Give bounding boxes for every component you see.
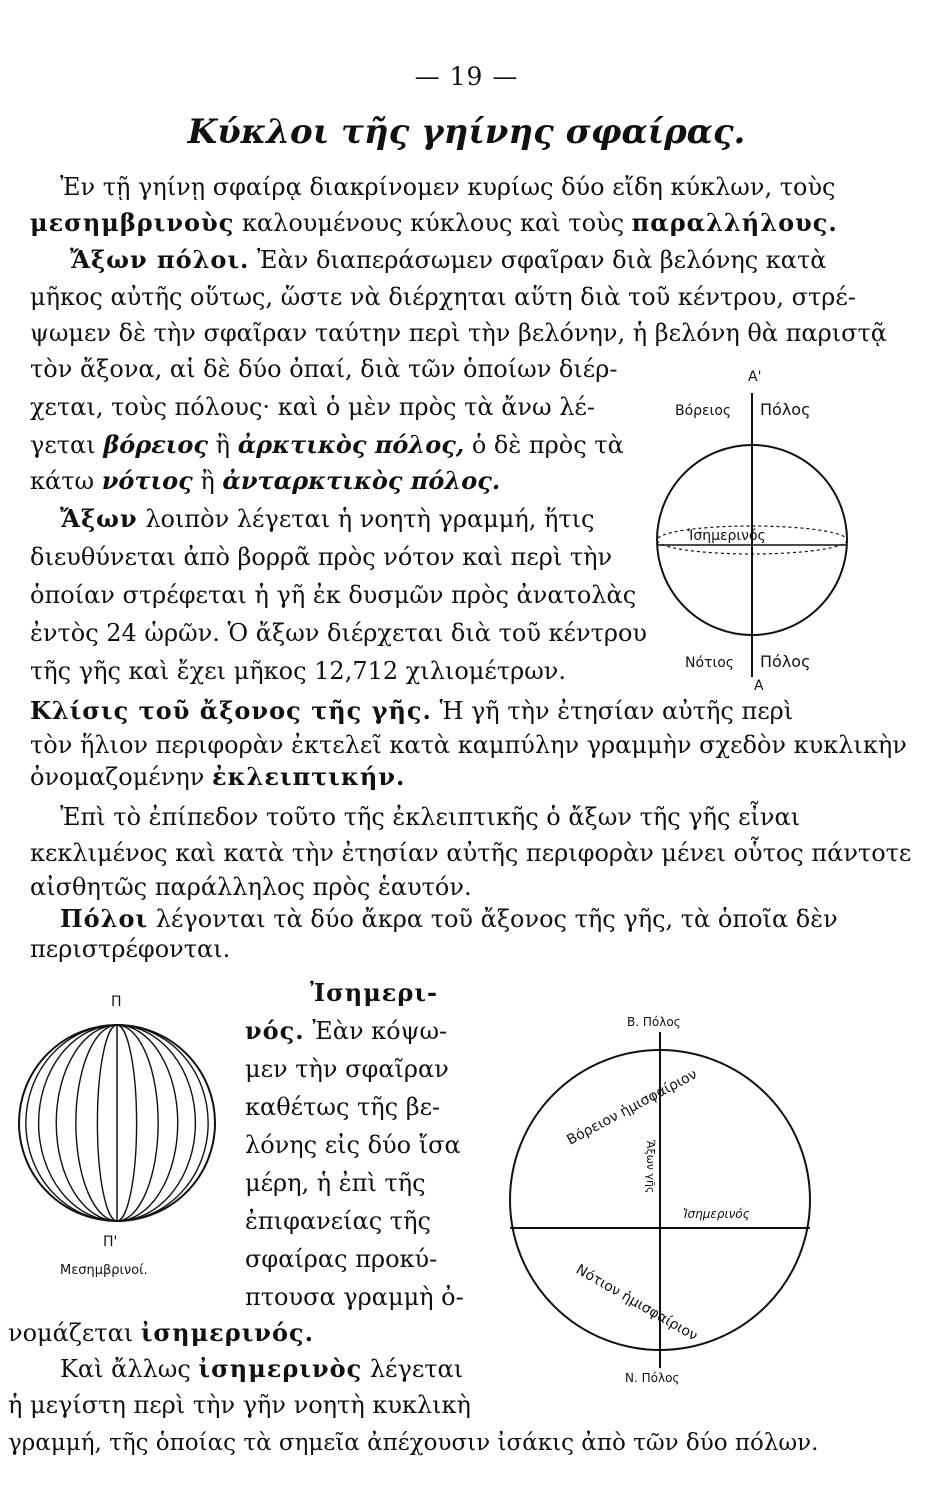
figure-meridians: [15, 990, 230, 1285]
paragraph-text: ἢ: [192, 467, 223, 495]
paragraph-line: [60, 504, 594, 534]
term-meridians: μεσημβρινοὺς: [30, 208, 235, 237]
paragraph-text: ὁ δὲ πρὸς τὰ: [464, 431, 624, 459]
paragraph-text: λέγεται: [362, 1355, 464, 1383]
paragraph-text: λέγονται τὰ δύο ἄκρα τοῦ ἄξονος τῆς γῆς, τὰ ὁποῖα δὲν: [148, 905, 838, 933]
paragraph-line: μέρη, ἡ ἐπὶ τῆς: [245, 1169, 426, 1197]
paragraph-line: καθέτως τῆς βε-: [245, 1093, 441, 1121]
label-north-pole: Β. Πόλος: [627, 1015, 681, 1029]
label-north-b: Πόλος: [760, 400, 811, 419]
paragraph-line: [30, 466, 500, 496]
term-arctic-pole: ἀρκτικὸς πόλος,: [237, 430, 465, 459]
figure-caption: Μεσημβρινοί.: [60, 1263, 148, 1278]
paragraph-line: [30, 208, 838, 238]
figure-hemispheres: [495, 1010, 775, 1385]
paragraph-line: αἰσθητῶς παράλληλος πρὸς ἑαυτόν.: [30, 873, 472, 901]
paragraph-text: Ἡ γῆ τὴν ἐτησίαν αὐτῆς περὶ: [431, 697, 794, 725]
heading-axis: Ἄξων: [60, 504, 138, 533]
term-parallels: παραλλήλους.: [631, 208, 838, 237]
paragraph-line: Ἐν τῇ γηίνῃ σφαίρᾳ διακρίνομεν κυρίως δύο εἴδη κύκλων, τοὺς: [60, 173, 836, 201]
paragraph-text: ἢ: [208, 431, 238, 459]
paragraph-text: ὀνομαζομένην: [30, 763, 212, 791]
paragraph-line: [30, 762, 405, 792]
label-south-a: Νότιος: [685, 655, 734, 671]
label-equator: Ἰσημερινός: [688, 528, 766, 544]
paragraph-text: νομάζεται: [8, 1319, 141, 1347]
label-south-b: Πόλος: [760, 652, 811, 671]
label-pole-bottom: Π': [103, 1234, 118, 1250]
paragraph-line: τὸν ἄξονα, αἱ δὲ δύο ὀπαί, διὰ τῶν ὁποίων διέρ-: [30, 355, 618, 383]
paragraph-line: [60, 1354, 463, 1384]
paragraph-line: σφαίρας προκύ-: [245, 1245, 438, 1273]
heading-axis-tilt: Κλίσις τοῦ ἄξονος τῆς γῆς.: [30, 696, 432, 725]
heading-equator-cont: νός.: [245, 1016, 305, 1045]
paragraph-line: Ἐπὶ τὸ ἐπίπεδον τοῦτο τῆς ἐκλειπτικῆς ὁ ἄξων τῆς γῆς εἶναι: [60, 803, 801, 831]
paragraph-line: [310, 978, 438, 1008]
paragraph-line: ψωμεν δὲ τὴν σφαῖραν ταύτην περὶ τὴν βελόνην, ἡ βελόνη θὰ παριστᾷ: [30, 319, 888, 347]
section-title: Κύκλοι τῆς γηίνης σφαίρας.: [187, 112, 746, 152]
paragraph-line: [60, 904, 838, 934]
paragraph-line: χεται, τοὺς πόλους· καὶ ὁ μὲν πρὸς τὰ ἄνω λέ-: [30, 393, 595, 421]
paragraph-text: καλουμένους κύκλους καὶ τοὺς: [234, 209, 632, 237]
term-equator: ἰσημερινός.: [140, 1318, 314, 1347]
paragraph-text: Καὶ ἄλλως: [60, 1355, 199, 1383]
paragraph-line: [245, 1016, 447, 1046]
label-axis: Ἄξων γῆς: [644, 1140, 657, 1194]
heading-equator: Ἰσημερι-: [310, 978, 438, 1007]
paragraph-line: [70, 245, 826, 275]
paragraph-line: [30, 430, 624, 460]
heading-poles: Πόλοι: [60, 904, 149, 933]
paragraph-text: κάτω: [30, 467, 102, 495]
figure-globe-axis: [640, 365, 900, 700]
page-number: — 19 —: [414, 62, 519, 91]
paragraph-line: πτουσα γραμμὴ ὀ-: [245, 1283, 464, 1311]
paragraph-line: [30, 696, 793, 726]
label-north-a: Βόρειος: [675, 403, 732, 419]
paragraph-line: μῆκος αὐτῆς οὕτως, ὥστε νὰ διέρχηται αὕτη διὰ τοῦ κέντρου, στρέ-: [30, 283, 856, 311]
paragraph-line: περιστρέφονται.: [30, 935, 231, 963]
label-pole-top: Π: [111, 994, 122, 1010]
paragraph-line: μεν τὴν σφαῖραν: [245, 1055, 449, 1083]
label-equator: Ἰσημερινός: [683, 1207, 750, 1221]
paragraph-line: λόνης εἰς δύο ἴσα: [245, 1131, 461, 1159]
label-bottom-mark: Α: [754, 678, 764, 694]
paragraph-text: Ἐὰν διαπεράσωμεν σφαῖραν διὰ βελόνης κατὰ: [249, 246, 827, 274]
paragraph-text: Ἐὰν κόψω-: [304, 1017, 448, 1045]
term-northern: βόρειος: [103, 430, 209, 459]
label-southern-hemisphere: Νότιον ἡμισφαίριον: [573, 1261, 701, 1345]
label-top-mark: Α': [748, 369, 762, 385]
heading-axis-poles: Ἄξων πόλοι.: [70, 245, 250, 274]
term-southern: νότιος: [101, 466, 193, 495]
paragraph-line: διευθύνεται ἀπὸ βορρᾶ πρὸς νότον καὶ περὶ τὴν: [30, 543, 613, 571]
paragraph-line: γραμμή, τῆς ὁποίας τὰ σημεῖα ἀπέχουσιν ἰσάκις ἀπὸ τῶν δύο πόλων.: [8, 1430, 819, 1456]
paragraph-line: ἡ μεγίστη περὶ τὴν γῆν νοητὴ κυκλικὴ: [8, 1391, 471, 1419]
term-ecliptic: ἐκλειπτικήν.: [211, 762, 406, 791]
label-south-pole: Ν. Πόλος: [625, 1371, 680, 1385]
term-equator-2: ἰσημερινὸς: [198, 1354, 363, 1383]
label-northern-hemisphere: Βόρειον ἡμισφαίριον: [564, 1066, 700, 1149]
paragraph-line: ἐπιφανείας τῆς: [245, 1207, 431, 1235]
paragraph-text: γεται: [30, 431, 104, 459]
paragraph-line: τὸν ἥλιον περιφορὰν ἐκτελεῖ κατὰ καμπύλην γραμμὴν σχεδὸν κυκλικὴν: [30, 731, 907, 759]
paragraph-line: ὁποίαν στρέφεται ἡ γῆ ἐκ δυσμῶν πρὸς ἀνατολὰς: [30, 581, 637, 609]
paragraph-line: κεκλιμένος καὶ κατὰ τὴν ἐτησίαν αὐτῆς περιφορὰν μένει οὗτος πάντοτε: [30, 839, 912, 867]
paragraph-line: τῆς γῆς καὶ ἔχει μῆκος 12,712 χιλιομέτρων.: [30, 657, 566, 685]
paragraph-line: [8, 1318, 314, 1348]
term-antarctic-pole: ἀνταρκτικὸς πόλος.: [222, 466, 501, 495]
paragraph-line: ἐντὸς 24 ὡρῶν. Ὁ ἄξων διέρχεται διὰ τοῦ κέντρου: [30, 619, 647, 647]
paragraph-text: λοιπὸν λέγεται ἡ νοητὴ γραμμή, ἥτις: [137, 505, 595, 533]
